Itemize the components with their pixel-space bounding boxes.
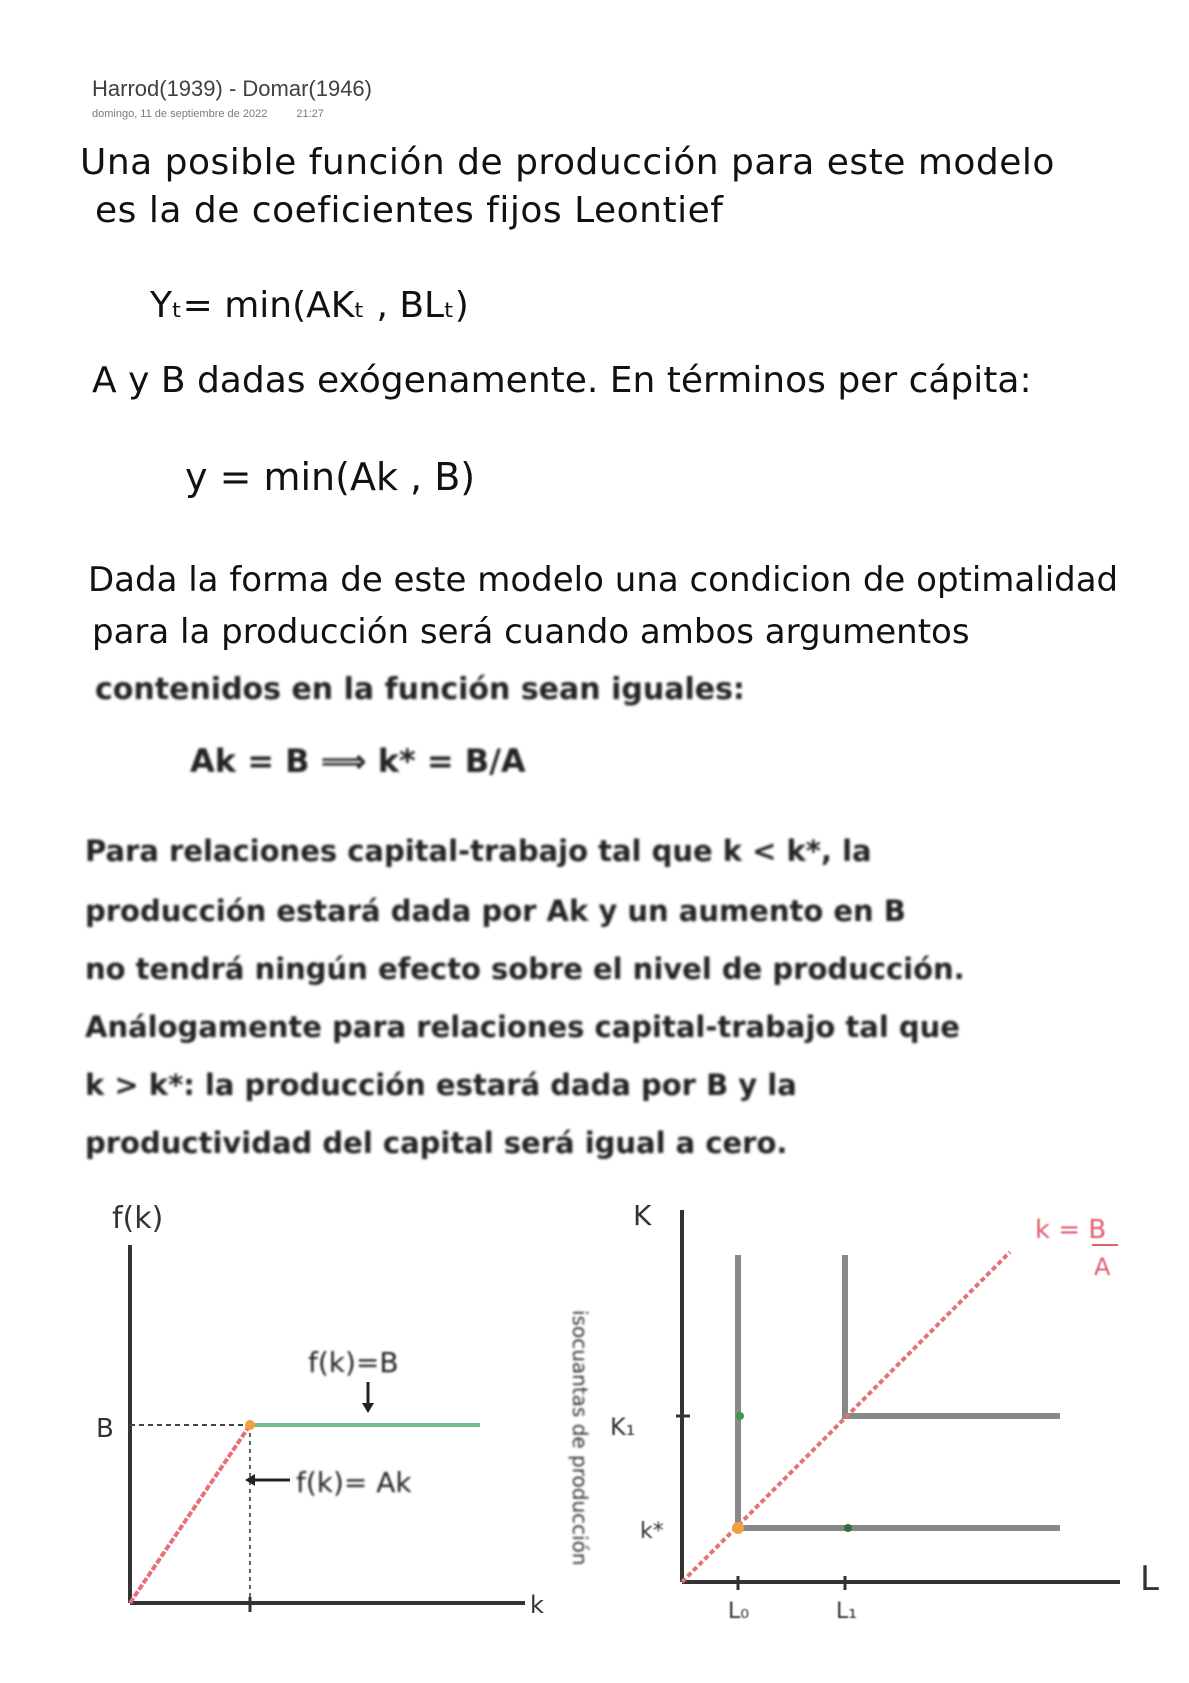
handwritten-line-6: contenidos en la función sean iguales: (95, 672, 745, 707)
handwritten-line-4: Dada la forma de este modelo una condicion de optimalidad (88, 560, 1119, 600)
ramp-line (130, 1425, 250, 1603)
left-y-label: f(k) (112, 1201, 164, 1236)
ramp-label: f(k)= Ak (296, 1466, 412, 1499)
k1-label: K₁ (610, 1413, 636, 1441)
flat-arrowhead (362, 1403, 374, 1413)
handwritten-line-12: productividad del capital será igual a cero. (85, 1126, 788, 1160)
handwritten-line-1: Una posible función de producción para este modelo (80, 142, 1055, 183)
left-x-label: k (530, 1591, 544, 1619)
note-time: 21:27 (296, 108, 324, 120)
handwritten-line-9: no tendrá ningún efecto sobre el nivel de producción. (85, 952, 965, 986)
graph-left (96, 1201, 544, 1619)
ray-label-top: k = B (1035, 1215, 1107, 1245)
l1-label: L₁ (836, 1599, 858, 1624)
k0-label: k* (640, 1519, 664, 1544)
right-y-label: K (633, 1199, 652, 1232)
handwritten-line-5: para la producción será cuando ambos argumentos (92, 612, 970, 652)
side-label: isocuantas de producción (568, 1310, 592, 1566)
equation-per-capita: y = min(Ak , B) (185, 455, 476, 499)
green-dot-low (844, 1524, 852, 1532)
handwritten-line-11: k > k*: la producción estará dada por B y la (85, 1068, 797, 1102)
right-x-label: L (1140, 1559, 1159, 1599)
isoquant-low (738, 1255, 1060, 1528)
l0-label: L₀ (728, 1599, 750, 1624)
equation-production: Yₜ= min(AKₜ , BLₜ) (150, 285, 469, 326)
flat-label: f(k)=B (308, 1346, 399, 1379)
ray-label-bottom: A (1094, 1253, 1111, 1281)
handwritten-line-7: Para relaciones capital-trabajo tal que k < k*, la (85, 834, 872, 868)
handwritten-line-8: producción estará dada por Ak y un aumento en B (85, 894, 906, 928)
handwritten-line-2: es la de coeficientes fijos Leontief (95, 190, 724, 231)
graph-right (568, 1199, 1159, 1624)
handwritten-line-3: A y B dadas exógenamente. En términos per cápita: (92, 360, 1032, 401)
right-kink-point (732, 1522, 744, 1534)
green-dot-high (736, 1412, 744, 1420)
isoquant-high (845, 1255, 1060, 1416)
equation-optimal: Ak = B ⟹ k* = B/A (190, 742, 526, 780)
left-kink-point (245, 1420, 255, 1430)
left-b-label: B (96, 1414, 114, 1444)
note-date: domingo, 11 de septiembre de 2022 (92, 108, 268, 120)
handwritten-line-10: Análogamente para relaciones capital-trabajo tal que (85, 1010, 960, 1044)
note-title: Harrod(1939) - Domar(1946) (92, 76, 372, 101)
